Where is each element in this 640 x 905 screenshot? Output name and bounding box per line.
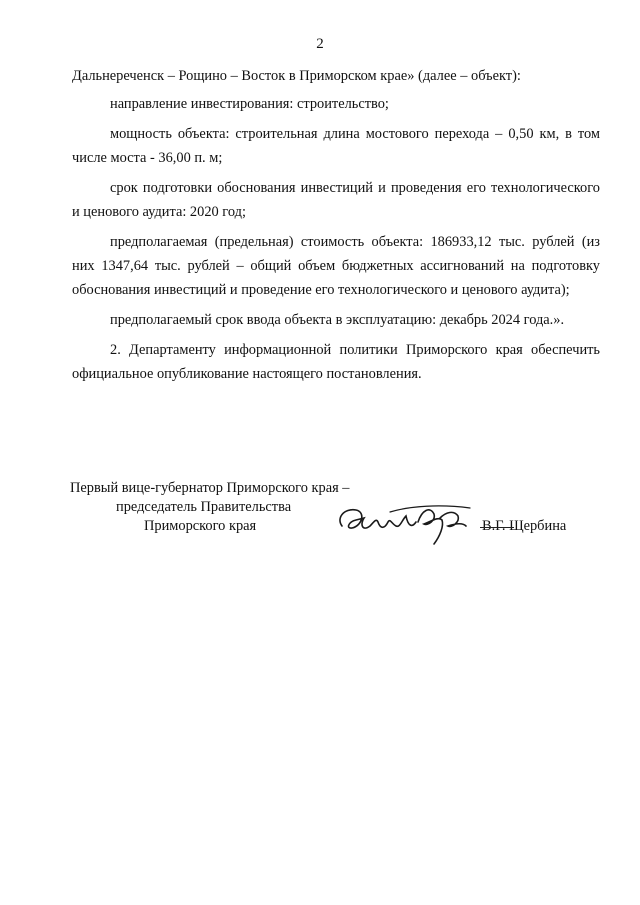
paragraph-object-capacity: мощность объекта: строительная длина мостового перехода – 0,50 км, в том числе моста - 36,00 п. м;	[72, 126, 600, 166]
document-body	[72, 64, 600, 386]
signatory-name: В.Г. Щербина	[482, 516, 566, 537]
paragraph-commissioning-date: предполагаемый срок ввода объекта в эксплуатацию: декабрь 2024 года.».	[110, 312, 565, 328]
paragraph-publication-instruction: 2. Департаменту информационной политики Приморского края обеспечить официальное опубликование настоящего постановления.	[72, 342, 600, 382]
page-number: 2	[316, 36, 324, 52]
paragraph-object-name: Дальнереченск – Рощино – Восток в Приморском крае» (далее – объект):	[72, 68, 521, 84]
signature-block	[70, 478, 610, 548]
paragraph-estimated-cost: предполагаемая (предельная) стоимость объекта: 186933,12 тыс. рублей (из них 1347,64 тыс. рублей – общий объем бюджетных ассигнований на подготовку обоснования инвестиций и проведение его технологического и ценового аудита);	[72, 234, 600, 298]
signatory-position-line-1: Первый вице-губернатор Приморского края –	[70, 480, 350, 496]
paragraph-audit-term: срок подготовки обоснования инвестиций и проведения его технологического и ценового аудита: 2020 год;	[72, 180, 600, 220]
paragraph-investment-direction: направление инвестирования: строительство;	[110, 96, 389, 112]
signatory-position-line-2: председатель Правительства	[116, 499, 292, 515]
handwritten-signature	[330, 496, 480, 550]
signatory-position-line-3: Приморского края	[144, 518, 257, 534]
